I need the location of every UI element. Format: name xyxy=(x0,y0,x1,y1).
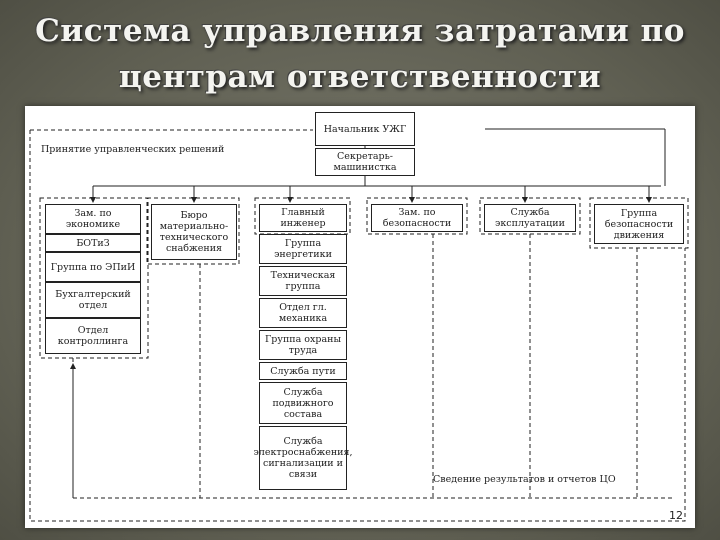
safety-box: Зам. по безопасности xyxy=(371,204,463,232)
diagram-card xyxy=(25,106,695,528)
secretary-box: Секретарь-машинистка xyxy=(315,148,415,176)
page-number: 12 xyxy=(669,509,683,522)
engineering-item-6: Служба электроснабжения, сигнализации и связи xyxy=(259,426,347,490)
head-box: Начальник УЖГ xyxy=(315,112,415,146)
engineering-head-box: Главный инженер xyxy=(259,204,347,232)
title-line-2: центрам ответственности xyxy=(118,59,602,95)
engineering-item-3: Группа охраны труда xyxy=(259,330,347,360)
engineering-item-5: Служба подвижного состава xyxy=(259,382,347,424)
engineering-item-1: Техническая группа xyxy=(259,266,347,296)
title-line-1: Система управления затратами по xyxy=(35,13,685,49)
supply-box: Бюро материально-технического снабжения xyxy=(151,204,237,260)
slide-title xyxy=(0,8,720,100)
economics-item-2: Бухгалтерский отдел xyxy=(45,282,141,318)
economics-item-1: Группа по ЭПиИ xyxy=(45,252,141,282)
economics-item-3: Отдел контроллинга xyxy=(45,318,141,354)
decisions-label: Принятие управленческих решений xyxy=(41,144,225,155)
engineering-item-2: Отдел гл. механика xyxy=(259,298,347,328)
traffic-safety-box: Группа безопасности движения xyxy=(594,204,684,244)
engineering-item-0: Группа энергетики xyxy=(259,234,347,264)
engineering-item-4: Служба пути xyxy=(259,362,347,380)
economics-head-box: Зам. по экономике xyxy=(45,204,141,234)
summary-label: Сведение результатов и отчетов ЦО xyxy=(433,474,616,485)
economics-item-0: БОТиЗ xyxy=(45,234,141,252)
operations-box: Служба эксплуатации xyxy=(484,204,576,232)
